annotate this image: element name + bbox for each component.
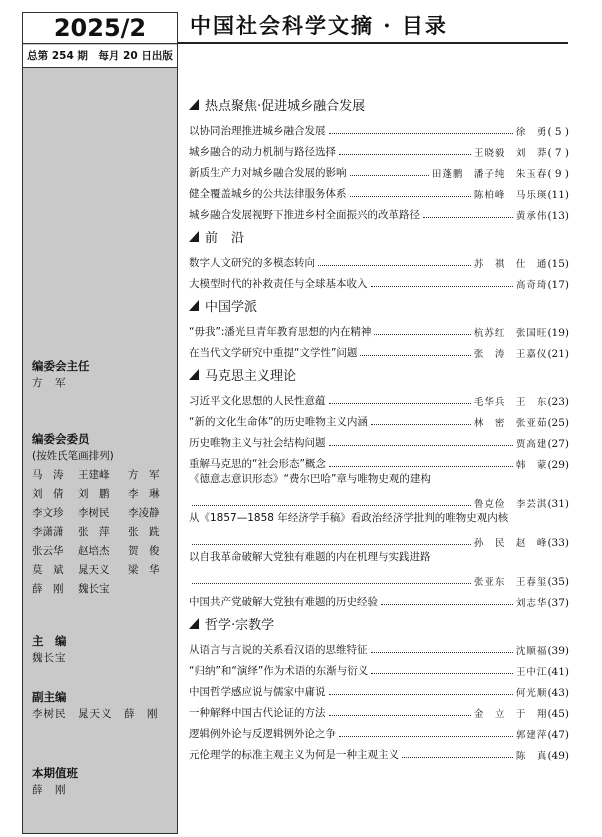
dot-leader [360, 355, 471, 356]
director-label: 编委会主任 [32, 359, 90, 373]
section-title: 前 沿 [205, 230, 245, 246]
member-name: 贺 俊 [128, 545, 160, 557]
member-name: 刘 倩 [32, 488, 64, 500]
toc-entry [189, 138, 569, 159]
member-name: 方 军 [128, 469, 160, 481]
header-divider [178, 42, 568, 44]
article-author: 鲁克俭 李芸淇 [473, 499, 548, 510]
toc-entry [189, 489, 569, 510]
member-name: 李凌静 [128, 507, 160, 519]
dot-leader [350, 196, 471, 197]
toc-section [189, 295, 569, 360]
duty-editor-label: 本期值班 [32, 766, 78, 780]
page-number: (39) [547, 645, 569, 657]
article-author: 何光顺 [515, 688, 548, 699]
article-author: 韩 蒙 [515, 460, 548, 471]
article-title: 中国共产党破解大党独有难题的历史经验 [189, 596, 378, 608]
article-author: 陈柏峰 马乐瑛 [473, 190, 548, 201]
page-number: (13) [547, 210, 569, 222]
page-number: (31) [547, 498, 569, 510]
section-title: 哲学·宗教学 [205, 617, 275, 633]
page-number: (21) [547, 348, 569, 360]
dot-leader [329, 466, 513, 467]
page-number: (37) [547, 597, 569, 609]
triangle-icon [189, 618, 199, 629]
triangle-icon [189, 99, 199, 110]
article-author: 王中江 [515, 667, 548, 678]
article-title: 逻辑例外论与反逻辑例外论之争 [189, 728, 336, 740]
member-name: 张 萍 [78, 526, 110, 538]
dot-leader [329, 445, 513, 446]
toc-entry [189, 741, 569, 762]
section-title: 马克思主义理论 [205, 368, 297, 384]
article-title: 在当代文学研究中重提“文学性”问题 [189, 347, 358, 359]
page-number: (11) [547, 189, 569, 201]
article-author: 贾高建 [515, 439, 548, 450]
article-title: 习近平文化思想的人民性意蕴 [189, 395, 326, 407]
triangle-icon [189, 231, 199, 242]
toc-entry [189, 429, 569, 450]
page-number: (29) [547, 459, 569, 471]
toc-entry [189, 408, 569, 429]
toc-entry [189, 201, 569, 222]
toc-entry [189, 678, 569, 699]
triangle-icon [189, 300, 199, 311]
chief-editor-name: 魏长宝 [32, 652, 67, 664]
dot-leader [381, 604, 513, 605]
article-title: 以自我革命破解大党独有难题的内在机理与实践进路 [189, 551, 431, 563]
article-title: 新质生产力对城乡融合发展的影响 [189, 167, 347, 179]
member-name: 魏长宝 [78, 583, 110, 595]
article-author: 毛华兵 王 东 [473, 397, 548, 408]
member-name: 晁天义 [78, 564, 110, 576]
dot-leader [192, 544, 471, 545]
article-author: 林 密 张亚茹 [473, 418, 548, 429]
page-number: (43) [547, 687, 569, 699]
member-name: 李树民 [78, 507, 110, 519]
deputy-editor-names: 李树民 晁天义 薛 刚 [32, 708, 159, 720]
article-author: 沈顺福 [515, 646, 548, 657]
article-title: 数字人文研究的多模态转向 [189, 257, 315, 269]
toc-section [189, 613, 569, 762]
page-number: (45) [547, 708, 569, 720]
article-title: “归纳”和“演绎”作为术语的东渐与衍义 [189, 665, 369, 677]
director-name: 方 军 [32, 377, 67, 389]
members-note: (按姓氏笔画排列) [32, 450, 114, 462]
member-name: 梁 华 [128, 564, 160, 576]
dot-leader [371, 424, 471, 425]
member-name: 李文珍 [32, 507, 64, 519]
article-author: 金 立 于 翔 [473, 709, 548, 720]
article-author: 张亚东 王春玺 [473, 577, 548, 588]
dot-leader [423, 217, 513, 218]
page-number: (25) [547, 417, 569, 429]
article-author: 张 涛 王嘉仪 [473, 349, 548, 360]
toc-entry [189, 567, 569, 588]
page-number: (19) [547, 327, 569, 339]
article-title: 元伦理学的标准主观主义为何是一种主观主义 [189, 749, 399, 761]
dot-leader [402, 757, 513, 758]
page-number: (23) [547, 396, 569, 408]
article-title: 中国哲学感应说与儒家中庸说 [189, 686, 326, 698]
article-title: 城乡融合发展视野下推进乡村全面振兴的改革路径 [189, 209, 420, 221]
toc-entry [189, 450, 569, 471]
section-header [189, 226, 569, 246]
chief-editor-block [32, 633, 172, 668]
section-header [189, 364, 569, 384]
members-list [32, 466, 172, 599]
toc-entry [189, 588, 569, 609]
article-title: 健全覆盖城乡的公共法律服务体系 [189, 188, 347, 200]
chief-editor-label: 主 编 [32, 634, 67, 648]
members-block [32, 431, 172, 599]
member-name: 李潇潇 [32, 526, 64, 538]
dot-leader [192, 583, 471, 584]
dot-leader [318, 265, 471, 266]
dot-leader [339, 154, 471, 155]
article-title: 大模型时代的补救责任与全球基本收入 [189, 278, 368, 290]
toc-entry [189, 270, 569, 291]
section-header [189, 94, 569, 114]
toc-entry [189, 699, 569, 720]
page-number: (33) [547, 537, 569, 549]
article-title: 重解马克思的“社会形态”概念 [189, 458, 326, 470]
article-title: 以协同治理推进城乡融合发展 [189, 125, 326, 137]
section-header [189, 613, 569, 633]
toc-entry [189, 339, 569, 360]
member-name: 王建峰 [78, 469, 110, 481]
member-name: 李 琳 [128, 488, 160, 500]
dot-leader [329, 694, 513, 695]
dot-leader [350, 175, 429, 176]
page-number: ( 7 ) [547, 147, 569, 159]
toc-entry [189, 159, 569, 180]
section-title: 热点聚焦·促进城乡融合发展 [205, 98, 366, 114]
page-number: (27) [547, 438, 569, 450]
dot-leader [339, 736, 513, 737]
member-name: 赵培杰 [78, 545, 110, 557]
article-author: 高奇琦 [515, 280, 548, 291]
article-author: 刘志华 [515, 598, 548, 609]
dot-leader [329, 403, 471, 404]
toc-section [189, 226, 569, 291]
dot-leader [371, 652, 513, 653]
page-title: 中国社会科学文摘 · 目录 [190, 13, 448, 38]
deputy-editor-label: 副主编 [32, 690, 67, 704]
year-issue: 2025/2 [23, 13, 177, 44]
article-author: 孙 民 赵 峰 [473, 538, 548, 549]
members-label: 编委会委员 [32, 432, 90, 446]
article-title: “毋我”:潘光旦青年教育思想的内在精神 [189, 326, 372, 338]
toc-entry [189, 720, 569, 741]
member-name: 莫 斌 [32, 564, 64, 576]
toc-entry [189, 657, 569, 678]
table-of-contents [189, 94, 569, 766]
issue-info: 总第 254 期 每月 20 日出版 [23, 45, 177, 68]
member-name: 刘 鹏 [78, 488, 110, 500]
duty-editor-block [32, 765, 172, 800]
toc-entry [189, 318, 569, 339]
duty-editor-name: 薛 刚 [32, 784, 67, 796]
article-author: 田蓬鹏 潘子纯 朱玉春 [431, 169, 548, 180]
section-title: 中国学派 [205, 299, 258, 315]
toc-entry [189, 636, 569, 657]
article-title: 城乡融合的动力机制与路径选择 [189, 146, 336, 158]
article-title: 一种解释中国古代论证的方法 [189, 707, 326, 719]
member-name: 张 跣 [128, 526, 160, 538]
dot-leader [371, 673, 513, 674]
member-name: 薛 刚 [32, 583, 64, 595]
page-number: (35) [547, 576, 569, 588]
toc-entry [189, 117, 569, 138]
dot-leader [374, 334, 471, 335]
toc-section [189, 364, 569, 609]
member-name: 马 涛 [32, 469, 64, 481]
deputy-editor-block [32, 689, 172, 724]
article-title: “新的文化生命体”的历史唯物主义内涵 [189, 416, 368, 428]
page-number: (17) [547, 279, 569, 291]
dot-leader [329, 715, 471, 716]
toc-section [189, 94, 569, 222]
article-author: 徐 勇 [515, 127, 548, 138]
page-number: ( 9 ) [547, 168, 569, 180]
article-author: 王晓毅 刘 莽 [473, 148, 548, 159]
page-number: (47) [547, 729, 569, 741]
dot-leader [329, 133, 513, 134]
member-name: 张云华 [32, 545, 64, 557]
triangle-icon [189, 369, 199, 380]
toc-entry [189, 387, 569, 408]
dot-leader [371, 286, 513, 287]
article-title: 从语言与言说的关系看汉语的思维特征 [189, 644, 368, 656]
toc-entry [189, 249, 569, 270]
page-number: (49) [547, 750, 569, 762]
page-number: (41) [547, 666, 569, 678]
article-title: 历史唯物主义与社会结构问题 [189, 437, 326, 449]
article-author: 苏 祺 仕 通 [473, 259, 548, 270]
toc-entry [189, 528, 569, 549]
page-number: (15) [547, 258, 569, 270]
section-header [189, 295, 569, 315]
masthead-sidebar [22, 12, 178, 834]
article-author: 陈 真 [515, 751, 548, 762]
page-number: ( 5 ) [547, 126, 569, 138]
toc-entry [189, 180, 569, 201]
article-author: 郭建萍 [515, 730, 548, 741]
article-title: 《德意志意识形态》“费尔巴哈”章与唯物史观的建构 [189, 473, 431, 485]
article-title: 从《1857—1858 年经济学手稿》看政治经济学批判的唯物史观内核 [189, 512, 509, 524]
article-author: 杭苏红 张国旺 [473, 328, 548, 339]
dot-leader [192, 505, 471, 506]
director-block [32, 358, 172, 393]
article-author: 黄承伟 [515, 211, 548, 222]
